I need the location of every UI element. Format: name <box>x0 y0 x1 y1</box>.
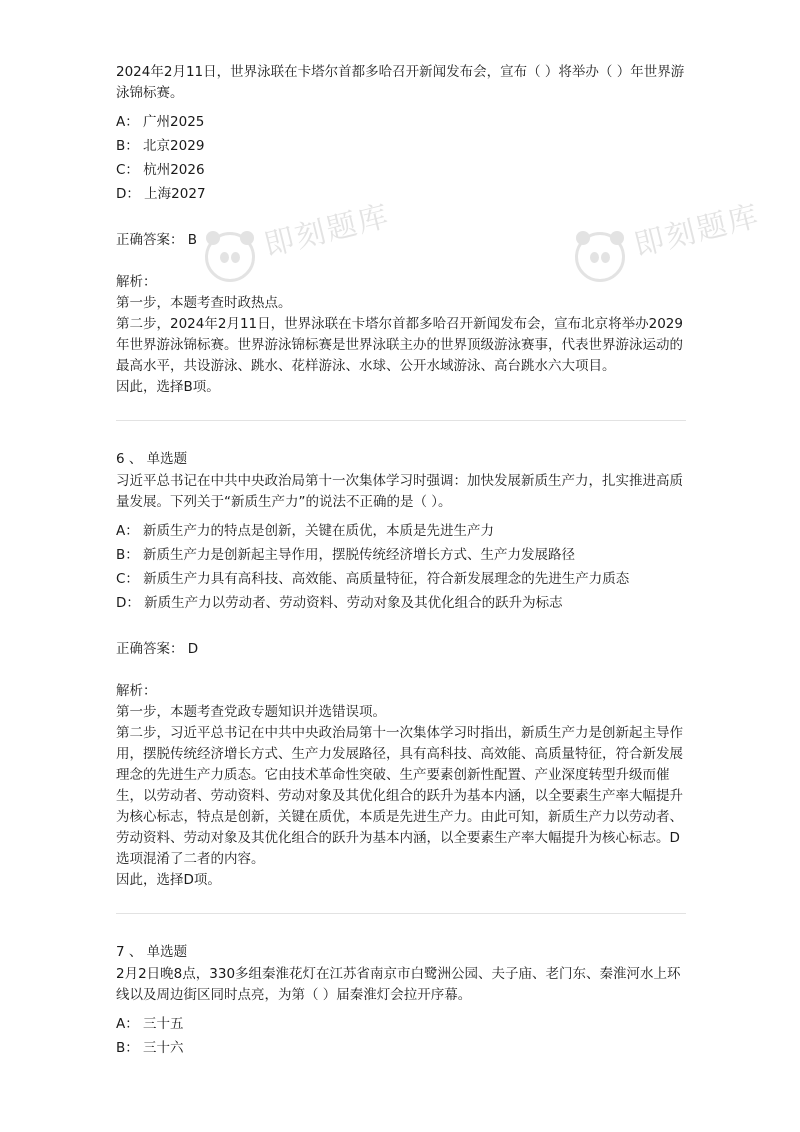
question-list <box>116 62 686 1060</box>
analysis-line: 第一步，本题考查时政热点。 <box>116 295 292 311</box>
question-stem: 2月2日晚8点，330多组秦淮花灯在江苏省南京市白鹭洲公园、夫子庙、老门东、秦淮河水上环线以及周边街区同时点亮，为第（ ）届秦淮灯会拉开序幕。 <box>116 966 681 1003</box>
option-c: C： 杭州2026 <box>116 162 205 178</box>
analysis-label: 解析： <box>116 683 157 699</box>
divider <box>116 420 686 421</box>
analysis-label: 解析： <box>116 274 157 290</box>
analysis-line: 因此，选择D项。 <box>116 872 221 888</box>
question-stem: 2024年2月11日，世界泳联在卡塔尔首都多哈召开新闻发布会，宣布（ ）将举办（ ）年世界游泳锦标赛。 <box>116 64 685 101</box>
correct-answer: 正确答案： D <box>116 641 199 657</box>
analysis-text <box>116 293 686 398</box>
option-a: A： 新质生产力的特点是创新，关键在质优，本质是先进生产力 <box>116 523 495 539</box>
analysis-line: 第二步，习近平总书记在中共中央政治局第十一次集体学习时指出，新质生产力是创新起主导作用，摆脱传统经济增长方式、生产力发展路径，具有高科技、高效能、高质量特征，符合新发展理念的先进生产力质态。它由技术革命性突破、生产要素创新性配置、产业深度转型升级而催生，以劳动者、劳动资料、劳动对象及其优化组合的跃升为基本内涵，以全要素生产率大幅提升为核心标志，特点是创新，关键在质优，本质是先进生产力。由此可知，新质生产力以劳动者、劳动资料、劳动对象及其优化组合的跃升为基本内涵，以全要素生产率大幅提升为核心标志。D选项混淆了二者的内容。 <box>116 725 683 867</box>
option-d: D： 上海2027 <box>116 186 206 202</box>
option-a: A： 广州2025 <box>116 114 205 130</box>
question-number: 6 、 单选题 <box>116 451 188 467</box>
option-b: B： 北京2029 <box>116 138 205 154</box>
question-5 <box>116 62 686 421</box>
question-number: 7 、 单选题 <box>116 944 188 960</box>
option-b: B： 三十六 <box>116 1040 184 1056</box>
option-d: D： 新质生产力以劳动者、劳动资料、劳动对象及其优化组合的跃升为标志 <box>116 595 563 611</box>
analysis-line: 因此，选择B项。 <box>116 379 220 395</box>
correct-answer: 正确答案： B <box>116 232 198 248</box>
analysis-line: 第二步，2024年2月11日，世界泳联在卡塔尔首都多哈召开新闻发布会，宣布北京将举办2029年世界游泳锦标赛。世界游泳锦标赛是世界泳联主办的世界顶级游泳赛事，代表世界游泳运动的最高水平，共设游泳、跳水、花样游泳、水球、公开水域游泳、高台跳水六大项目。 <box>116 316 683 374</box>
watermark-text: 即刻题库 <box>260 198 394 264</box>
question-6 <box>116 447 686 914</box>
question-stem: 习近平总书记在中共中央政治局第十一次集体学习时强调：加快发展新质生产力，扎实推进高质量发展。下列关于“新质生产力”的说法不正确的是（ ）。 <box>116 473 683 510</box>
divider <box>116 913 686 914</box>
analysis-line: 第一步，本题考查党政专题知识并选错误项。 <box>116 704 386 720</box>
option-c: C： 新质生产力具有高科技、高效能、高质量特征，符合新发展理念的先进生产力质态 <box>116 571 630 587</box>
option-a: A： 三十五 <box>116 1016 184 1032</box>
option-b: B： 新质生产力是创新起主导作用，摆脱传统经济增长方式、生产力发展路径 <box>116 547 576 563</box>
analysis-text <box>116 702 686 891</box>
question-7 <box>116 940 686 1060</box>
watermark-text: 即刻题库 <box>630 198 764 264</box>
